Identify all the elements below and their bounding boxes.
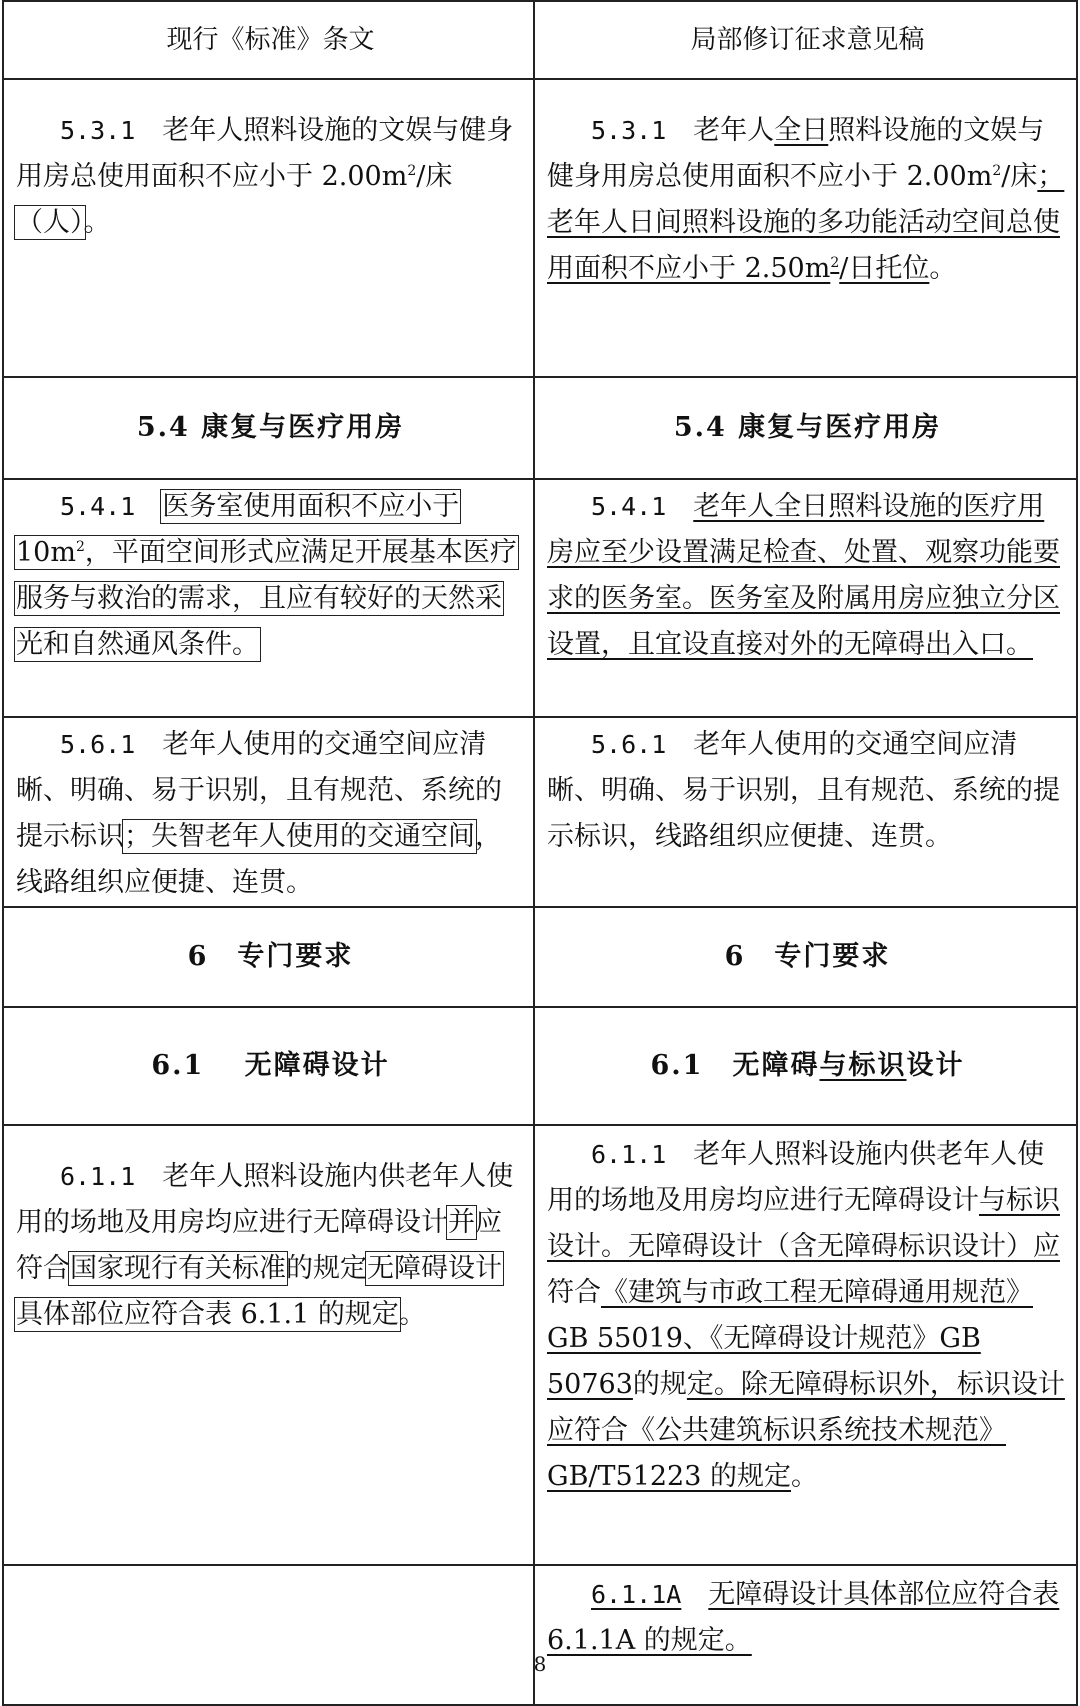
header-row [3,1,1077,79]
underlined-insertion: 定。除无障碍标识外，标识设计应符合《公共建筑标识系统技术规范》GB/T51223 的规定 [547,1369,1065,1492]
clause-number: 5.3.1 [60,116,136,145]
boxed-deletion: ；失智老年人使用的交通空间 [124,821,475,852]
boxed-deletion: 并 [448,1207,475,1238]
boxed-deletion: 光和自然通风条件。 [16,629,259,660]
underlined-insertion: 与标识设计。无障碍设计（含无障碍标识设计）应 [547,1185,1060,1262]
clause-number: 6.1.1A [591,1580,682,1609]
section-6-1-current: 6.1 无障碍设计 [3,1007,534,1125]
clause-number: 6.1.1 [60,1162,136,1191]
clause-number: 5.4.1 [60,492,136,521]
underlined-insertion: 全日 [774,115,829,146]
cell-5-6-1-current: 5.6.1 老年人使用的交通空间应清晰、明确、易于识别，且有规范、系统的提示标识；失智老年人使用的交通空间，线路组织应便捷、连贯。 [3,717,534,907]
boxed-deletion: 医务室使用面积不应小于 [162,491,460,522]
cell-5-4-1-draft [534,479,1077,717]
row-5-4-1 [3,479,1077,717]
cell-6-1-1a-draft [534,1565,1077,1705]
underlined-insertion: /日托位 [839,253,930,284]
header-current-standard: 现行《标准》条文 [3,1,534,79]
row-6-1-1a [3,1565,1077,1705]
clause-number: 5.6.1 [591,730,667,759]
underlined-insertion: 无障碍设计具体部位应符合表 6.1.1A 的规定。 [547,1579,1060,1656]
cell-5-3-1-draft: 5.3.1 老年人全日照料设施的文娱与健身用房总使用面积不应小于 $2.00m^2/$床；老年人日间照料设施的多功能活动空间总使用面积不应小于 $2.50m^2/$日托位。 [534,79,1077,377]
section-6-1-row [3,1007,1077,1125]
section-6-1-draft: 6.1 无障碍与标识设计 [534,1007,1077,1125]
clause-number: 5.6.1 [60,730,136,759]
clause-number: 5.3.1 [591,116,667,145]
clause-number: 5.4.1 [591,492,667,521]
header-revision-draft: 局部修订征求意见稿 [534,1,1077,79]
section-5-4-row [3,377,1077,479]
cell-5-3-1-current: 5.3.1 老年人照料设施的文娱与健身用房总使用面积不应小于 $2.00m^2/$床 （人）。 [3,79,534,377]
boxed-deletion: 国家现行有关标准 [70,1253,286,1284]
cell-6-1-1-draft: 6.1.1 老年人照料设施内供老年人使用的场地及用房均应进行无障碍设计与标识设计。无障碍设计（含无障碍标识设计）应符合《建筑与市政工程无障碍通用规范》GB 55019、《无障碍设计规范》GB 50763的规定。除无障碍标识外，标识设计应符合《公共建筑标识系统技术规范》GB/T51223 的规定。 [534,1125,1077,1565]
underlined-insertion: 与标识 [819,1050,907,1081]
row-5-6-1 [3,717,1077,907]
cell-6-1-1a-current-empty [3,1565,534,1705]
row-6-1-1 [3,1125,1077,1565]
underlined-insertion: 《建筑与市政工程无障碍通用规范》GB 55019、《无障碍设计规范》GB 50763 [547,1277,1033,1400]
clause-number: 6.1.1 [591,1140,667,1169]
boxed-deletion: （人） [16,207,84,238]
underlined-insertion: ；老年人日间照料设施的多功能活动空间总使用面积不应小于 2.50m [547,161,1065,284]
cell-6-1-1-current: 6.1.1 老年人照料设施内供老年人使用的场地及用房均应进行无障碍设计并应符合国家现行有关标准的规定无障碍设计具体部位应符合表 6.1.1 的规定。 [3,1125,534,1565]
section-6-current: 6 专门要求 [3,907,534,1007]
section-5-4-draft: 5.4 康复与医疗用房 [534,377,1077,479]
section-5-4-current: 5.4 康复与医疗用房 [3,377,534,479]
cell-5-4-1-current [3,479,534,717]
boxed-deletion: $10m^2$，平面空间形式应满足开展基本医疗 [16,537,517,568]
boxed-deletion: 服务与救治的需求，且应有较好的天然采 [16,583,502,614]
page-number: 8 [533,1652,547,1676]
cell-5-6-1-draft: 5.6.1 老年人使用的交通空间应清晰、明确、易于识别，且有规范、系统的提示标识，线路组织应便捷、连贯。 [534,717,1077,907]
section-6-draft: 6 专门要求 [534,907,1077,1007]
row-5-3-1 [3,79,1077,377]
comparison-table [2,0,1078,1706]
boxed-deletion: 无障碍设计具体部位应符合表 6.1.1 的规定 [16,1253,502,1330]
section-6-row [3,907,1077,1007]
underlined-insertion: 老年人全日照料设施的医疗用房应至少设置满足检查、处置、观察功能要求的医务室。医务室及附属用房应独立分区设置，且宜设直接对外的无障碍出入口。 [547,491,1060,660]
